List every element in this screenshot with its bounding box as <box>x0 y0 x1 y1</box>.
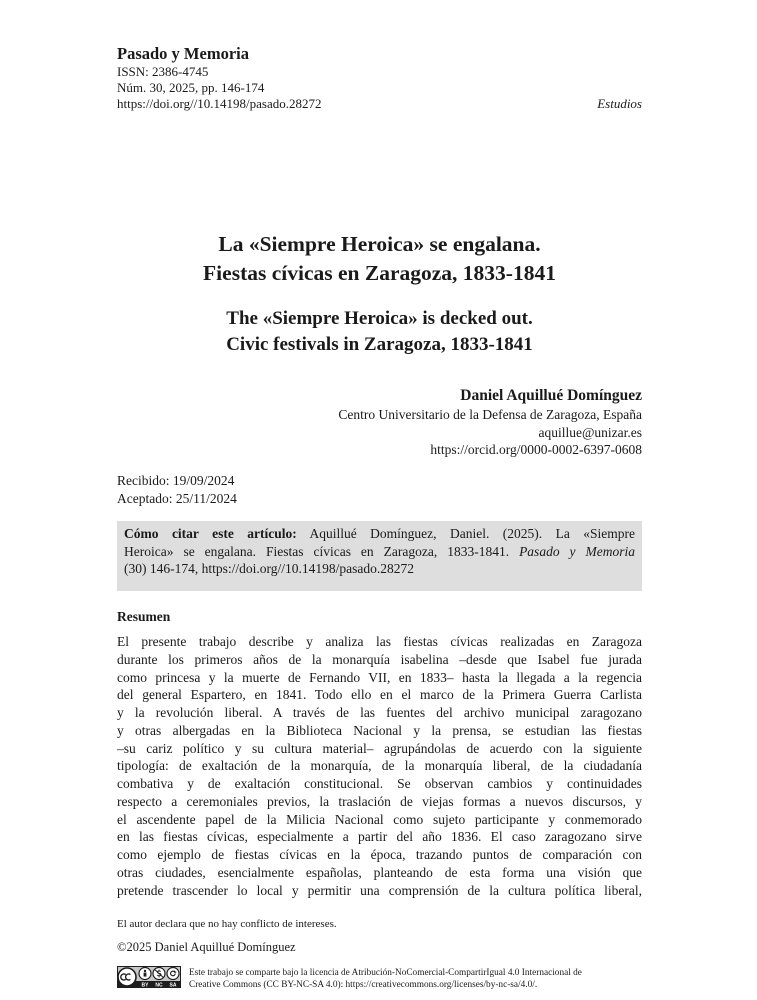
abstract-line: en las fiestas cívicas, especialmente a partir del año 1836. El caso zaragozano sirve <box>117 829 642 845</box>
title-es-line: La «Siempre Heroica» se engalana. <box>218 232 541 256</box>
title-spanish <box>117 230 642 288</box>
author-block <box>117 386 642 459</box>
abstract-heading: Resumen <box>117 609 171 624</box>
abstract-line: durante los primeros años de la monarquía isabelina –desde que Isabel fue jurada <box>117 651 642 667</box>
received-date: Recibido: 19/09/2024 <box>117 473 235 488</box>
license-line: Este trabajo se comparte bajo la licencia de Atribución-NoComercial-CompartirIgual 4.0 Internacional de <box>189 968 582 978</box>
citation-line: (30) 146-174, https://doi.org//10.14198/pasado.28272 <box>124 561 414 576</box>
author-name: Daniel Aquillué Domínguez <box>460 387 642 404</box>
submission-dates <box>117 472 417 507</box>
title-en-line: Civic festivals in Zaragoza, 1833-1841 <box>226 334 533 355</box>
license-line[interactable]: Creative Commons (CC BY-NC-SA 4.0): https://creativecommons.org/licenses/by-nc-sa/4.0/. <box>189 980 538 990</box>
doi-link[interactable]: https://doi.org//10.14198/pasado.28272 <box>117 96 322 111</box>
citation-line <box>124 543 635 561</box>
title-es-line: Fiestas cívicas en Zaragoza, 1833-1841 <box>203 261 556 285</box>
author-email[interactable]: aquillue@unizar.es <box>538 424 642 440</box>
license-block <box>117 966 642 992</box>
abstract-line: y otras albergadas en la Biblioteca Nacional y la prensa, se estudian las fiestas <box>117 722 642 738</box>
author-orcid[interactable]: https://orcid.org/0000-0002-6397-0608 <box>430 442 642 457</box>
citation-text: Heroica» se engalana. Fiestas cívicas en Zaragoza, 1833-1841. <box>124 543 520 559</box>
abstract-line: combativa y de exaltación constitucional. Se observan cambios y continuidades <box>117 776 642 791</box>
abstract-line: otras ciudades, esencialmente españolas, planteando de esta forma una visión que <box>117 864 642 880</box>
citation-line <box>124 525 635 543</box>
citation-box <box>117 521 642 591</box>
abstract-line: tipología: de exaltación de la monarquía, de la monarquía liberal, de la ciudadanía <box>117 758 642 774</box>
issn: ISSN: 2386-4745 <box>117 64 209 79</box>
section-label: Estudios <box>597 96 642 111</box>
abstract-line: como princesa y la muerte de Fernando VII, en 1833– hasta la llegada a la regencia <box>117 669 642 685</box>
abstract-line: como ejemplo de fiestas cívicas en la época, trazando puntos de comparación con <box>117 847 642 862</box>
journal-name: Pasado y Memoria <box>117 44 249 63</box>
copyright-notice: ©2025 Daniel Aquillué Domínguez <box>117 940 296 954</box>
abstract-line: –su cariz político y su cultura material– agrupándolas de acuerdo con la siguiente <box>117 740 642 756</box>
badge-by-label: BY <box>141 982 149 988</box>
title-english <box>117 306 642 358</box>
conflict-of-interest-note: El autor declara que no hay conflicto de intereses. <box>117 918 337 930</box>
abstract-line: el ascendente papel de la Milicia Nacional como sujeto participante y conmemorado <box>117 811 642 827</box>
abstract-line: respecto a ceremoniales previos, la traslación de viejas formas a nuevos discursos, y <box>117 793 642 809</box>
abstract-line: pretende trascender lo local y permitir una comprensión de la cultura política liberal, <box>117 882 642 898</box>
article-titles <box>117 230 642 358</box>
accepted-date: Aceptado: 25/11/2024 <box>117 490 237 506</box>
license-text <box>189 967 649 991</box>
sharealike-icon <box>167 968 179 980</box>
abstract-body <box>117 633 642 899</box>
cc-by-nc-sa-badge-icon[interactable] <box>117 966 181 988</box>
attribution-body-icon <box>144 973 147 977</box>
abstract-line: El presente trabajo describe y analiza las fiestas cívicas realizadas en Zaragoza <box>117 634 642 649</box>
badge-nc-label: NC <box>155 982 163 988</box>
citation-text: Aquillué Domínguez, Daniel. (2025). La «Siempre <box>296 526 635 541</box>
abstract-line: y la revolución liberal. A través de las fuentes del archivo municipal zaragozano <box>117 705 642 720</box>
author-affiliation: Centro Universitario de la Defensa de Zaragoza, España <box>338 407 642 422</box>
issue-info: Núm. 30, 2025, pp. 146-174 <box>117 80 265 95</box>
journal-header <box>117 44 642 112</box>
abstract-line: del general Espartero, en 1841. Todo ello en el marco de la Primera Guerra Carlista <box>117 687 642 703</box>
badge-sa-label: SA <box>169 982 177 988</box>
attribution-head-icon <box>144 970 146 972</box>
citation-journal: Pasado y Memoria <box>519 543 635 559</box>
title-en-line: The «Siempre Heroica» is decked out. <box>226 308 533 329</box>
citation-label: Cómo citar este artículo: <box>124 526 297 541</box>
